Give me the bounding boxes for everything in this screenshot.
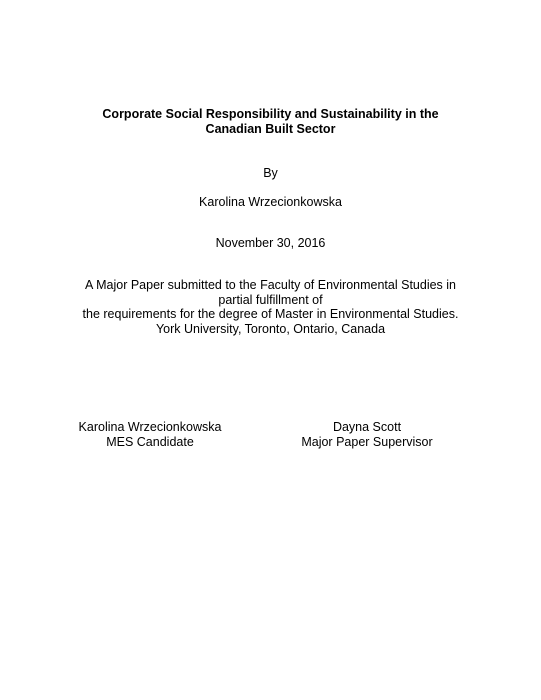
by-label: By [263, 166, 278, 180]
statement-line-1: A Major Paper submitted to the Faculty of Environmental Studies in [84, 278, 457, 292]
supervisor-role: Major Paper Supervisor [301, 435, 433, 449]
statement-line-2: partial fulfillment of [218, 292, 323, 307]
submission-date: November 30, 2016 [215, 236, 326, 250]
submission-statement [0, 278, 541, 336]
paper-title-line-2: Canadian Built Sector [205, 122, 336, 136]
paper-title-line-1: Corporate Social Responsibility and Sustainability in the [102, 107, 439, 121]
author-name: Karolina Wrzecionkowska [199, 195, 342, 209]
candidate-signature-block [50, 420, 250, 450]
candidate-role: MES Candidate [106, 435, 194, 449]
supervisor-name: Dayna Scott [332, 420, 402, 434]
paper-title [0, 107, 541, 137]
statement-line-4: York University, Toronto, Ontario, Canada [155, 321, 386, 336]
candidate-name: Karolina Wrzecionkowska [78, 420, 222, 434]
supervisor-signature-block [267, 420, 467, 450]
statement-line-3: the requirements for the degree of Master in Environmental Studies. [82, 307, 459, 321]
